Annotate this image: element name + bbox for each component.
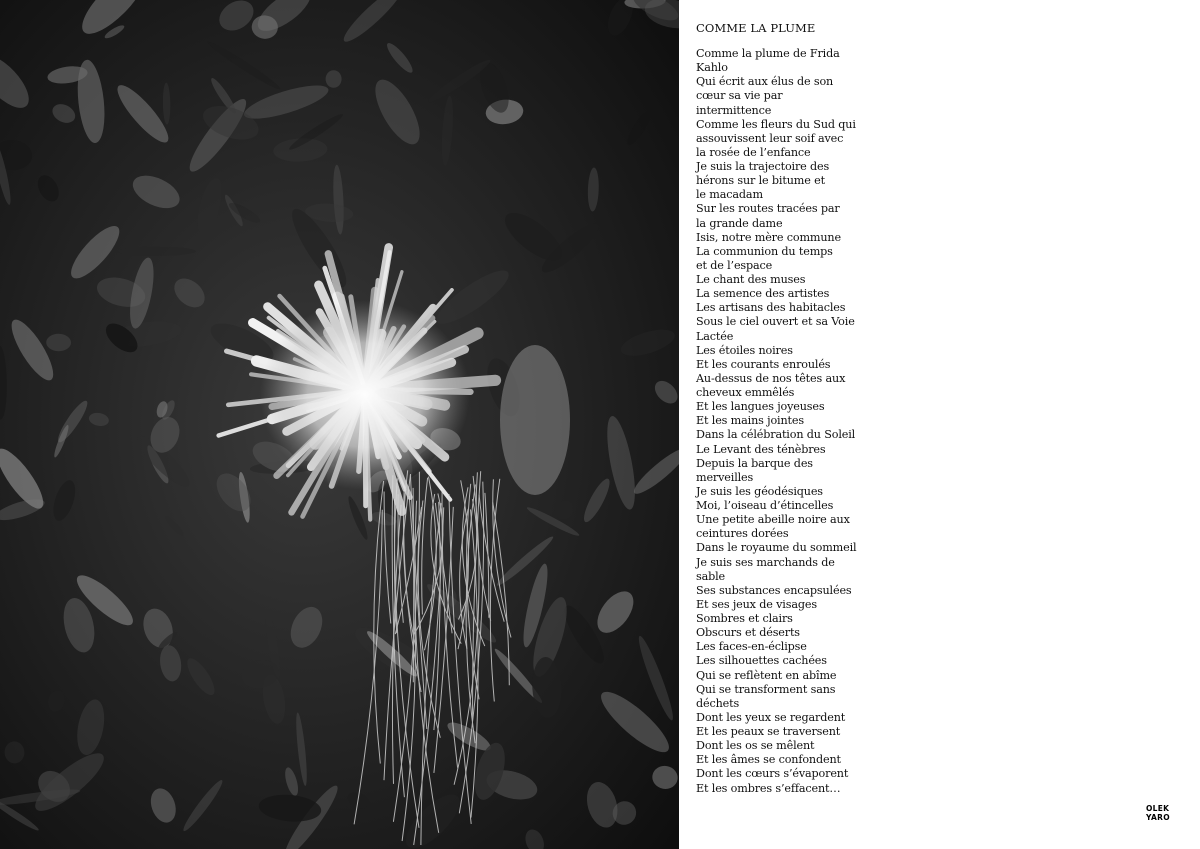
poem-line: assouvissent leur soif avec: [696, 131, 844, 145]
poem-line: Et les peaux se traversent: [696, 725, 841, 738]
poem-line: Moi, l’oiseau d’étincelles: [696, 499, 834, 512]
artist-signature: [1146, 804, 1170, 822]
poem-line: Qui se transforment sans: [696, 682, 836, 696]
poem-line: Et ses jeux de visages: [696, 597, 817, 611]
poem-line: Dont les cœurs s’évaporent: [696, 767, 849, 781]
poem-column: [696, 19, 896, 796]
poem-line: Sombres et clairs: [696, 612, 793, 625]
poem-line: cheveux emmêlés: [696, 386, 795, 399]
poem-line: Dans la célébration du Soleil: [696, 428, 856, 442]
poem-line: Les silhouettes cachées: [696, 654, 827, 668]
poem-line: Et les courants enroulés: [696, 357, 831, 371]
poem-line: Ses substances encapsulées: [696, 583, 852, 597]
poem-line: Qui se reflètent en abîme: [696, 668, 837, 682]
poem-line: Isis, notre mère commune: [696, 230, 841, 244]
poem-line: le macadam: [696, 188, 763, 202]
poem-line: Dont les os se mêlent: [696, 739, 815, 753]
poem-line: sable: [696, 569, 726, 583]
poem-line: intermittence: [696, 103, 772, 117]
poem-line: déchets: [696, 696, 740, 710]
poem-line: Le chant des muses: [696, 273, 806, 286]
poem-line: Les étoiles noires: [696, 343, 793, 357]
poem-lines: [696, 47, 896, 796]
poem-title: COMME LA PLUME: [696, 21, 816, 35]
signature-line-2: YARO: [1146, 813, 1170, 822]
poem-line: Et les langues joyeuses: [696, 400, 825, 414]
poem-line: Et les ombres s’effacent…: [696, 781, 841, 795]
poem-line: cœur sa vie par: [696, 89, 783, 103]
poem-line: Comme la plume de Frida: [696, 47, 840, 60]
poem-line: Les faces-en-éclipse: [696, 640, 807, 654]
poem-line: Le Levant des ténèbres: [696, 442, 826, 456]
poem-line: la grande dame: [696, 216, 783, 230]
poem-line: La semence des artistes: [696, 287, 830, 301]
poem-line: La communion du temps: [696, 244, 833, 258]
poem-line: et de l’espace: [696, 258, 773, 272]
poem-line: Lactée: [696, 329, 734, 343]
poem-line: Je suis la trajectoire des: [696, 160, 830, 173]
poem-line: Comme les fleurs du Sud qui: [696, 117, 856, 131]
poem-line: Les artisans des habitacles: [696, 301, 846, 315]
poem-line: ceintures dorées: [696, 527, 789, 541]
poem-line: Obscurs et déserts: [696, 626, 800, 640]
poem-line: Et les mains jointes: [696, 414, 804, 428]
poem-line: Je suis ses marchands de: [696, 555, 835, 569]
poem-line: merveilles: [696, 470, 754, 484]
poem-line: Au-dessus de nos têtes aux: [696, 371, 846, 385]
poem-line: Sous le ciel ouvert et sa Voie: [696, 315, 855, 329]
poem-line: Qui écrit aux élus de son: [696, 75, 834, 89]
poem-line: Kahlo: [696, 61, 728, 75]
signature-line-1: OLEK: [1146, 804, 1170, 813]
poem-line: Dans le royaume du sommeil: [696, 541, 857, 555]
poem-line: Et les âmes se confondent: [696, 753, 841, 767]
poem-line: Sur les routes tracées par: [696, 202, 840, 216]
poem-line: hérons sur le bitume et: [696, 174, 825, 188]
poem-line: la rosée de l’enfance: [696, 145, 811, 159]
poem-line: Une petite abeille noire aux: [696, 513, 850, 527]
poem-line: Depuis la barque des: [696, 456, 813, 470]
poem-line: Je suis les géodésiques: [696, 484, 823, 498]
poem-line: Dont les yeux se regardent: [696, 710, 846, 724]
